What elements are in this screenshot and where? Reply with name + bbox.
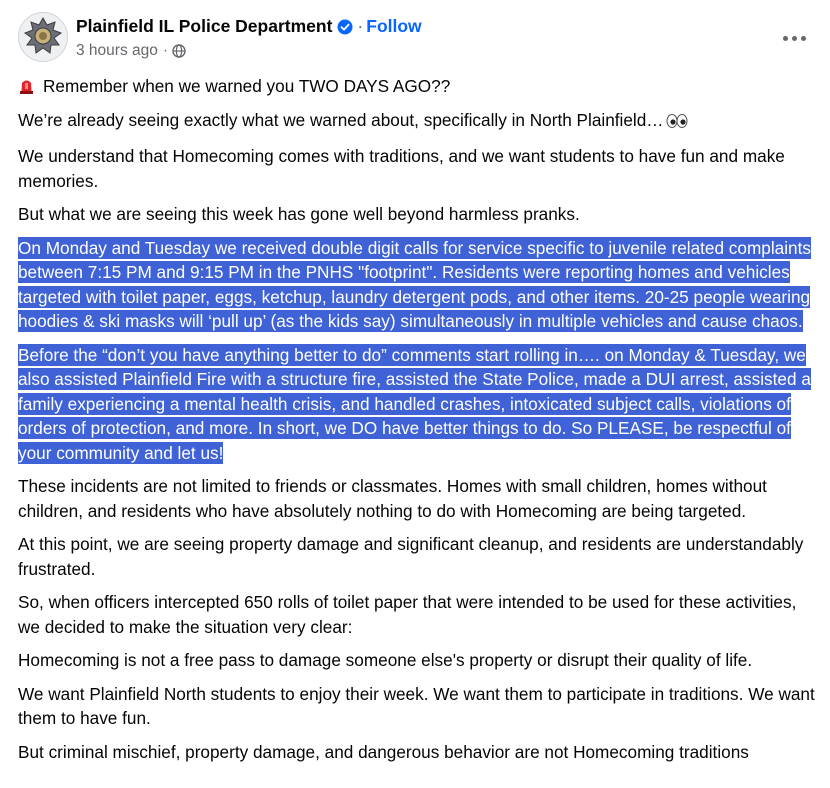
post-paragraph [18, 740, 818, 765]
post-timestamp[interactable]: 3 hours ago [76, 42, 158, 59]
more-options-icon[interactable] [780, 26, 810, 50]
selected-text: Before the “don’t you have anything better to do” comments start rolling in…. on Monday & Tuesday, we also assisted Plainfield Fire with a structure fire, assisted the State Police, made a DUI arrest, assisted a family experiencing a mental health crisis, and handled crashes, intoxicated subject calls, violations of orders of protection, and more. In short, we DO have better things to do. So PLEASE, be respectful of your community and let us! [18, 344, 811, 463]
post-header [18, 12, 818, 64]
post-paragraph [18, 648, 818, 673]
post-paragraph [18, 74, 818, 99]
post-paragraph-selected [18, 236, 818, 334]
post-paragraph [18, 474, 818, 523]
selected-text: On Monday and Tuesday we received double digit calls for service specific to juvenile related complaints between 7:15 PM and 9:15 PM in the PNHS "footprint". Residents were reporting homes and vehicles targeted with toilet paper, eggs, ketchup, laundry detergent pods, and other items. 20-25 people wearing hoodies & ski masks will ‘pull up’ (as the kids say) simultaneously in multiple vehicles and cause chaos. [18, 237, 811, 331]
paragraph-text: So, when officers intercepted 650 rolls of toilet paper that were intended to be used for these activities, we decided to make the situation very clear: [18, 592, 797, 637]
separator-dot: · [162, 42, 169, 59]
siren-emoji-icon [18, 76, 35, 93]
paragraph-text: We want Plainfield North students to enjoy their week. We want them to participate in traditions. We want them to have fun. [18, 683, 815, 728]
paragraph-text: We’re already seeing exactly what we warned about, specifically in North Plainfield… [18, 109, 664, 130]
post-paragraph [18, 144, 818, 193]
post-meta [76, 42, 186, 63]
verified-badge-icon [337, 19, 353, 40]
paragraph-text: But what we are seeing this week has gone well beyond harmless pranks. [18, 204, 580, 224]
name-row [76, 16, 422, 40]
post-paragraph-selected [18, 343, 818, 466]
paragraph-text: At this point, we are seeing property damage and significant cleanup, and residents are understandably frustrated. [18, 534, 804, 579]
paragraph-text: Homecoming is not a free pass to damage someone else's property or disrupt their quality of life. [18, 650, 753, 670]
post-paragraph [18, 590, 818, 639]
post-body [18, 74, 818, 773]
post-paragraph [18, 682, 818, 731]
post-paragraph [18, 532, 818, 581]
page-avatar[interactable] [18, 12, 68, 62]
post-paragraph [18, 108, 818, 136]
follow-button[interactable]: Follow [366, 16, 422, 36]
page-name[interactable]: Plainfield IL Police Department [76, 16, 333, 36]
eyes-emoji-icon [666, 111, 688, 136]
separator-dot: · [357, 16, 364, 36]
paragraph-text: We understand that Homecoming comes with traditions, and we want students to have fun and make memories. [18, 146, 785, 191]
paragraph-text: These incidents are not limited to friends or classmates. Homes with small children, homes without children, and residents who have absolutely nothing to do with Homecoming are being targeted. [18, 476, 767, 521]
globe-icon[interactable] [172, 44, 186, 63]
police-star-logo [19, 13, 67, 61]
post-paragraph [18, 202, 818, 227]
paragraph-text: Remember when we warned you TWO DAYS AGO?? [43, 76, 451, 96]
paragraph-text: But criminal mischief, property damage, and dangerous behavior are not Homecoming traditions [18, 741, 749, 762]
